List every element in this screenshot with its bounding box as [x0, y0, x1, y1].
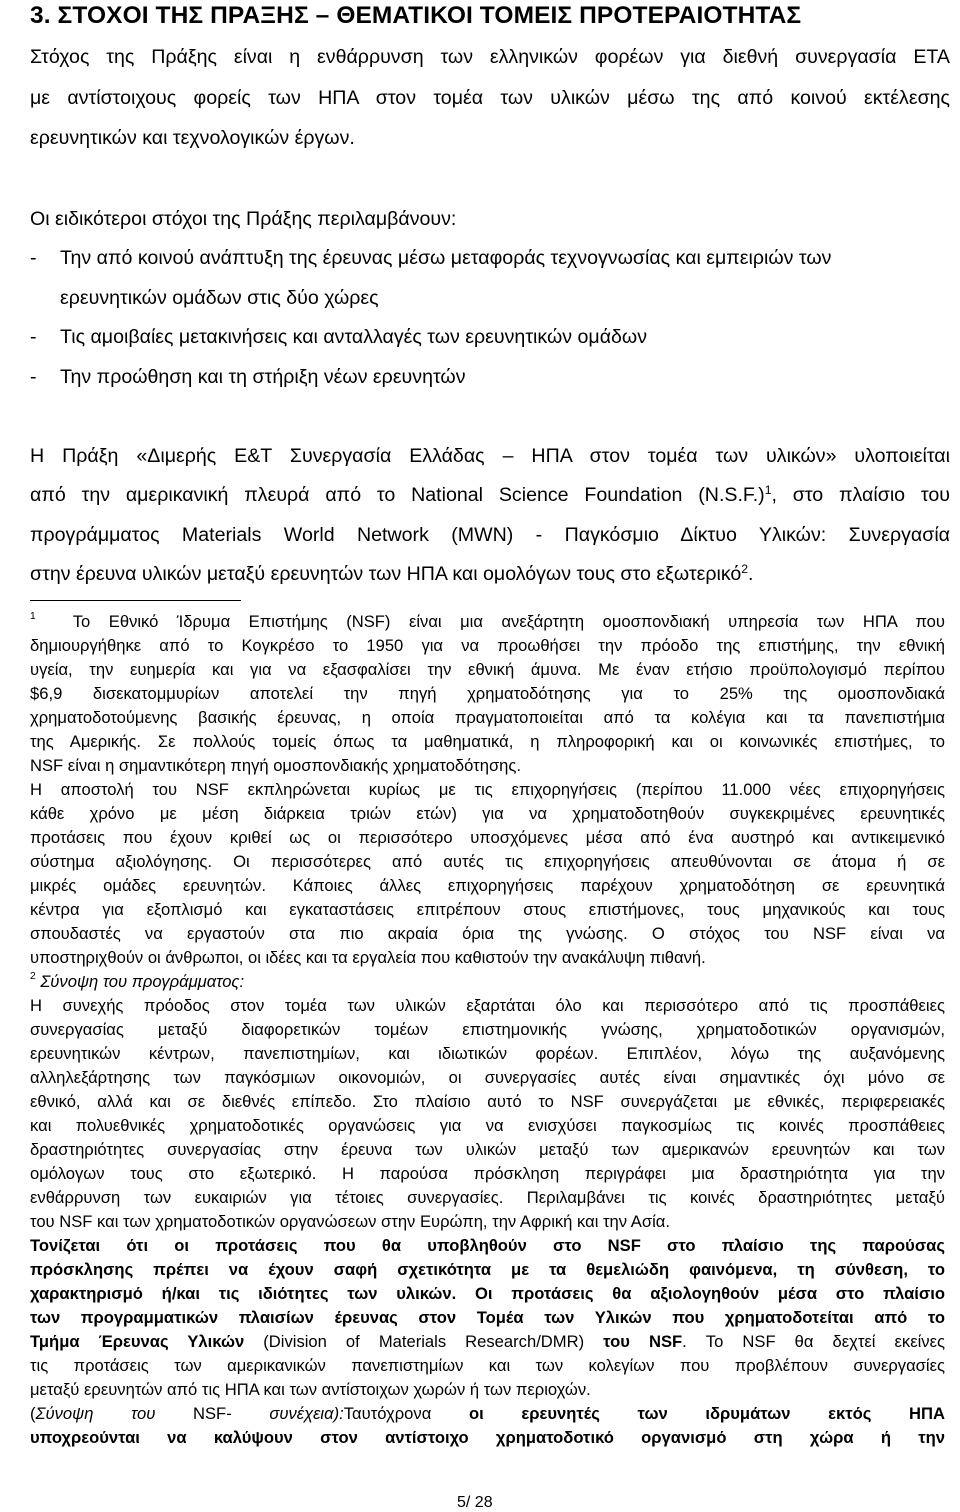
footnote-line: του NSF και των χρηματοδοτικών οργανώσεων στην Ευρώπη, την Αφρική και την Ασία. — [30, 1212, 670, 1231]
footnote-bold-line — [30, 1428, 945, 1448]
footnote-line — [30, 780, 945, 800]
footnote-text-run: (Division of Materials Research/DMR) — [244, 1332, 604, 1351]
footnote-heading-text: Σύνοψη του προγράμματος: — [40, 972, 245, 991]
action-line-tail: . — [748, 563, 754, 585]
list-dash: - — [30, 366, 37, 388]
footnote-text: τις προτάσεις των αμερικανικών πανεπιστημίων και των κολεγίων που προβλέπουν συνεργασίες — [30, 1356, 945, 1375]
section-heading: 3. ΣΤΟΧΟΙ ΤΗΣ ΠΡΑΞΗΣ – ΘΕΜΑΤΙΚΟΙ ΤΟΜΕΙΣ ΠΡΟΤΕΡΑΙΟΤΗΤΑΣ — [30, 2, 802, 29]
footnote-bold-text: υποχρεούνται να καλύψουν στον αντίστοιχο χρηματοδοτικό οργανισμό στη χώρα ή την — [30, 1428, 945, 1447]
list-dash: - — [30, 247, 37, 269]
footnote-text: ερευνητικών κέντρων, πανεπιστημίων, και ιδιωτικών φορέων. Επιπλέον, λόγω της αυξανόμενης — [30, 1044, 945, 1063]
action-paragraph-line — [30, 524, 950, 547]
footnote-bold-line — [30, 1260, 945, 1280]
footnote-bold-run: του NSF — [603, 1332, 683, 1351]
intro-paragraph — [30, 46, 950, 69]
footnote-text: εθνικό, αλλά και σε διεθνές επίπεδο. Στο πλαίσιο αυτό το NSF συνεργάζεται με εθνικές, περιφερειακές — [30, 1092, 945, 1111]
footnote-line — [30, 1068, 945, 1088]
footnote-bold-text: Τονίζεται ότι οι προτάσεις που θα υποβληθούν στο NSF στο πλαίσιο της παρούσας — [30, 1236, 945, 1255]
footnote-line — [30, 1044, 945, 1064]
footnote-text: Η αποστολή του NSF εκπληρώνεται κυρίως με τις επιχορηγήσεις (περίπου 11.000 νέες επιχορηγήσεις — [30, 780, 945, 799]
action-paragraph-line — [30, 484, 950, 507]
footnote-text: σπουδαστές να εργαστούν στα πιο ακραία όρια της γνώσης. Ο στόχος του NSF είναι να — [30, 924, 945, 943]
intro-line: Στόχος της Πράξης είναι η ενθάρρυνση των ελληνικών φορέων για διεθνή συνεργασία ΕΤΑ — [30, 46, 950, 68]
footnote-line — [30, 684, 945, 704]
footnote-line: υποστηριχθούν οι άνθρωποι, οι ιδέες και τα εργαλεία που καθιστούν την ανακάλυψη πιθανή. — [30, 948, 706, 967]
action-line: Η Πράξη «Διμερής Ε&Τ Συνεργασία Ελλάδας – ΗΠΑ στον τομέα των υλικών» υλοποιείται — [30, 445, 950, 467]
action-line-text: από την αμερικανική πλευρά από το National Science Foundation (N.S.F.) — [30, 484, 765, 506]
footnote-bold-line — [30, 1308, 945, 1328]
list-item — [30, 326, 647, 349]
footnote-text: δημιουργήθηκε από το Κογκρέσο το 1950 για να προωθήσει την πρόοδο της επιστήμης, την εθνική — [30, 636, 945, 655]
footnote-line — [30, 924, 945, 944]
footnote-text-run: Ταυτόχρονα — [343, 1404, 469, 1423]
footnote-line: μεταξύ ερευνητών από τις ΗΠΑ και των αντίστοιχων χωρών ή των περιοχών. — [30, 1380, 591, 1399]
footnote-line — [30, 1092, 945, 1112]
footnote-text-run: . Το NSF θα δεχτεί εκείνες — [682, 1332, 945, 1351]
objectives-lead: Οι ειδικότεροι στόχοι της Πράξης περιλαμβάνουν: — [30, 208, 457, 230]
footnote-heading — [30, 972, 244, 992]
footnote-bold-text: των προγραμματικών πλαισίων έρευνας στον Τομέα των Υλικών που χρηματοδοτείται από το — [30, 1308, 945, 1327]
list-item-text: Την προώθηση και τη στήριξη νέων ερευνητών — [60, 366, 466, 388]
footnote-line — [30, 852, 945, 872]
footnote-text: σύστημα αξιολόγησης. Οι περισσότερες από αυτές τις επιχορηγήσεις απευθύνονται σε άτομα ή σε — [30, 852, 945, 871]
footnote-marker: 2 — [30, 970, 36, 982]
list-item-text: Τις αμοιβαίες μετακινήσεις και ανταλλαγές των ερευνητικών ομάδων — [60, 326, 648, 348]
footnote-italic-run: συνέχεια): — [269, 1404, 344, 1423]
footnote-text: αλληλεξάρτησης των παγκόσμιων οικονομιών, οι συνεργασίες αυτές είναι σημαντικές όχι μόνο σε — [30, 1068, 945, 1087]
list-dash: - — [30, 326, 37, 348]
action-line: προγράμματος Materials World Network (MWN) - Παγκόσμιο Δίκτυο Υλικών: Συνεργασία — [30, 524, 950, 546]
action-paragraph — [30, 445, 950, 468]
footnote-text: ενθάρρυνση των ευκαιριών για τέτοιες συνεργασίες. Περιλαμβάνει τις κοινές δραστηριότητες μεταξύ — [30, 1188, 945, 1207]
footnote-line — [30, 828, 945, 848]
footnote-bold-line — [30, 1284, 945, 1304]
list-item-continuation: ερευνητικών ομάδων στις δύο χώρες — [60, 287, 379, 309]
footnote-text: χρηματοδοτούμενης βασικής έρευνας, η οποία πραγματοποιείται από τα κολέγια και τα πανεπιστήμια — [30, 708, 945, 727]
intro-paragraph-line — [30, 87, 950, 110]
footnote-line — [30, 1332, 945, 1352]
footnote-bold-run: Τμήμα Έρευνας Υλικών — [30, 1332, 245, 1351]
list-item — [30, 366, 466, 389]
footnote-separator — [30, 600, 241, 601]
intro-line: ερευνητικών και τεχνολογικών έργων. — [30, 127, 355, 149]
list-item — [30, 247, 831, 270]
footnote-text: της Αμερικής. Σε πολλούς τομείς όπως τα μαθηματικά, η πληροφορική και οι κοινωνικές επιστήμες, το — [30, 732, 945, 751]
list-item-text: Την από κοινού ανάπτυξη της έρευνας μέσω μεταφοράς τεχνογνωσίας και εμπειριών των — [60, 247, 832, 269]
footnote-ref[interactable]: 1 — [764, 482, 772, 497]
action-line — [30, 563, 754, 586]
footnote-bold-text: χαρακτηρισμό ή/και τις ιδιότητες των υλικών. Οι προτάσεις θα αξιολογηθούν μέσα στο πλαίσιο — [30, 1284, 945, 1303]
footnote-bold-run: οι ερευνητές των ιδρυμάτων εκτός ΗΠΑ — [468, 1404, 945, 1423]
footnote-text: κάθε χρόνο με μέση διάρκεια τριών ετών) για να χρηματοδοτηθούν συγκεκριμένες ερευνητικές — [30, 804, 945, 823]
footnote-text — [30, 1404, 945, 1424]
action-line-text: στην έρευνα υλικών μεταξύ ερευνητών των ΗΠΑ και ομολόγων τους στο εξωτερικό — [30, 563, 742, 585]
footnote-text-run: ( — [30, 1404, 36, 1423]
footnote-line — [30, 1140, 945, 1160]
footnote-ref[interactable]: 2 — [741, 561, 749, 576]
footnote-text: και πολυεθνικές χρηματοδοτικές οργανώσεις για να ενισχύσει παγκοσμίως τις κοινές προσπάθειες — [30, 1116, 945, 1135]
footnote-marker: 1 — [30, 610, 36, 622]
footnote-line: NSF είναι η σημαντικότερη πηγή ομοσπονδιακής χρηματοδότησης. — [30, 756, 522, 775]
footnote-line — [30, 1116, 945, 1136]
action-line — [30, 484, 950, 507]
footnote-text: συνεργασίας μεταξύ διαφορετικών τομέων επιστημονικής γνώσης, χρηματοδοτικών οργανισμών, — [30, 1020, 945, 1039]
footnote-line — [30, 1164, 945, 1184]
footnote-line — [30, 708, 945, 728]
footnote-line — [30, 1020, 945, 1040]
footnote-text — [30, 1332, 945, 1352]
footnote-text: μικρές ομάδες ερευνητών. Κάποιες άλλες επιχορηγήσεις παρέχουν χρηματοδότηση σε ερευνητικά — [30, 876, 945, 895]
footnote-bold-text: πρόσκλησης πρέπει να έχουν σαφή σχετικότητα με τα θεμελιώδη φαινόμενα, τη σύνθεση, το — [30, 1260, 945, 1279]
footnote-line — [30, 612, 945, 632]
footnote-line — [30, 804, 945, 824]
footnote-line — [30, 900, 945, 920]
footnote-text: Η συνεχής πρόοδος στον τομέα των υλικών εξαρτάται όλο και περισσότερο από τις προσπάθειες — [30, 996, 945, 1015]
footnote-text-run: Το Εθνικό Ίδρυμα Επιστήμης (NSF) είναι μια ανεξάρτητη ομοσπονδιακή υπηρεσία των ΗΠΑ που — [72, 612, 945, 631]
intro-line: με αντίστοιχους φορείς των ΗΠΑ στον τομέα των υλικών μέσω της από κοινού εκτέλεσης — [30, 87, 950, 109]
footnote-line — [30, 876, 945, 896]
footnote-bold-line — [30, 1236, 945, 1256]
footnote-line — [30, 1188, 945, 1208]
footnote-line — [30, 732, 945, 752]
footnote-text-run: NSF- — [155, 1404, 270, 1423]
footnote-text: κέντρα για εξοπλισμό και εγκαταστάσεις επιτρέπουν στους επιστήμονες, τους μηχανικούς και τους — [30, 900, 945, 919]
page-number: 5/ 28 — [457, 1494, 493, 1511]
footnote-line — [30, 636, 945, 656]
footnote-line — [30, 660, 945, 680]
footnote-italic-run: Σύνοψη του — [35, 1404, 156, 1423]
action-line-tail: , στο πλαίσιο του — [771, 484, 950, 506]
footnote-line — [30, 1356, 945, 1376]
footnote-text: ομόλογων τους στο εξωτερικό. Η παρούσα πρόσκληση περιγράφει μια δραστηριότητα για την — [30, 1164, 945, 1183]
footnote-text: δραστηριότητες συνεργασίας στην έρευνα των υλικών μεταξύ των αμερικανών ερευνητών και των — [30, 1140, 945, 1159]
footnote-text — [30, 612, 945, 632]
footnote-text: $6,9 δισεκατομμυρίων αποτελεί την πηγή χρηματοδότησης για το 25% της ομοσπονδιακά — [30, 684, 945, 703]
footnote-line — [30, 996, 945, 1016]
footnote-text: προτάσεις που έχουν κριθεί ως οι περισσότερο υποσχόμενες μέσα από ένα αυστηρό και αντικειμενικό — [30, 828, 945, 847]
footnote-text: υγεία, την ευημερία και για να εξασφαλίσει την εθνική άμυνα. Με έναν ετήσιο προϋπολογισμό περίπου — [30, 660, 945, 679]
footnote-line — [30, 1404, 945, 1424]
